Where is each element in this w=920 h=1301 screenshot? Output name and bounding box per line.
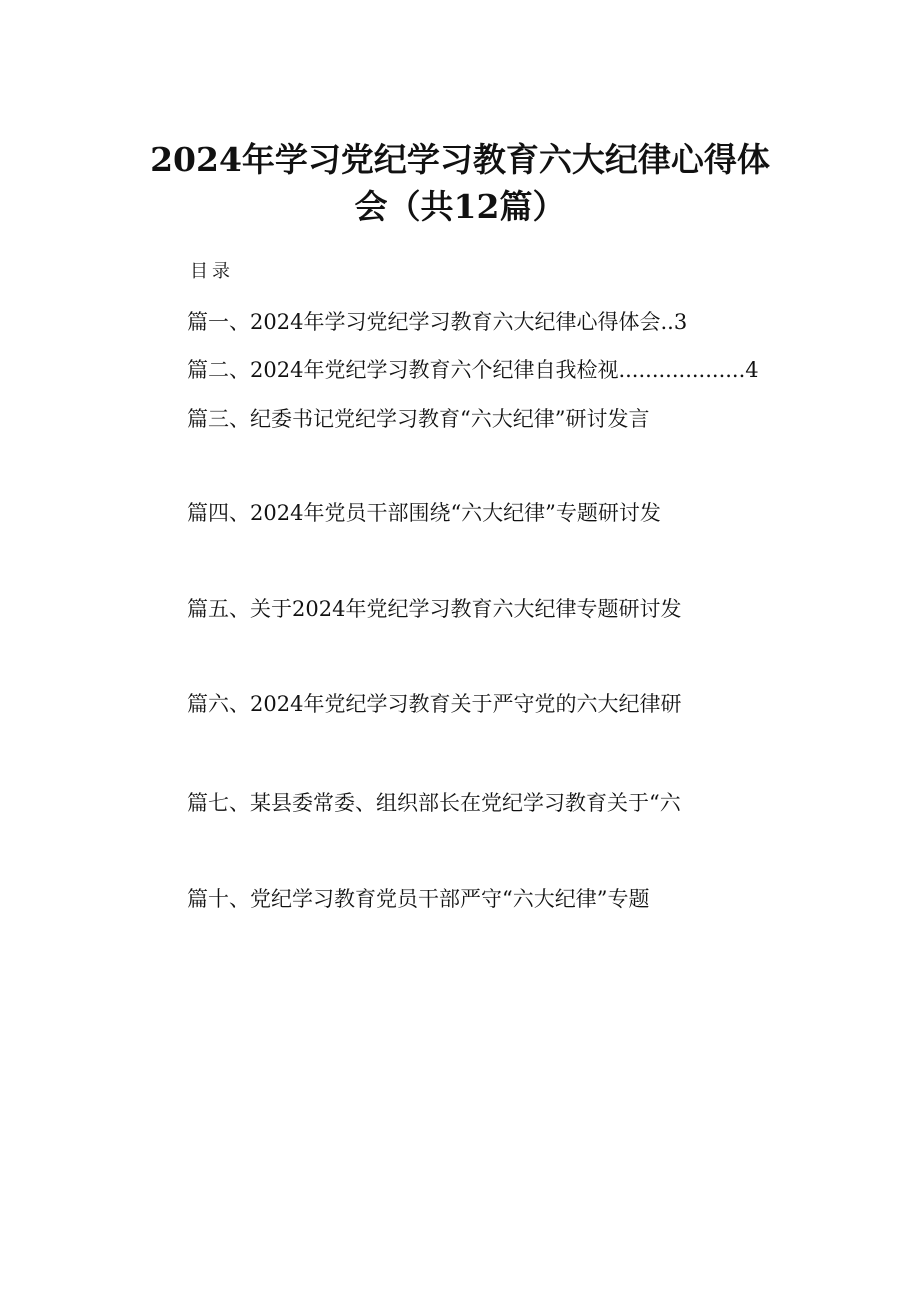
- toc-item-page: 3: [673, 310, 688, 334]
- toc-item-6[interactable]: [187, 688, 681, 718]
- toc-item-1[interactable]: [187, 306, 687, 336]
- document-title-line-2: 会（共12篇）: [354, 187, 566, 226]
- toc-item-label: 篇七、某县委常委、组织部长在党纪学习教育关于“六: [187, 791, 681, 815]
- toc-item-label: 篇三、纪委书记党纪学习教育“六大纪律”研讨发言: [187, 407, 650, 431]
- toc-item-leader: ...................: [618, 358, 746, 382]
- toc-heading: 目录: [190, 261, 234, 282]
- toc-item-4[interactable]: [187, 497, 661, 527]
- toc-item-2[interactable]: [187, 354, 759, 384]
- document-title-line-1: 2024年学习党纪学习教育六大纪律心得体: [150, 140, 770, 179]
- toc-item-label: 篇二、2024年党纪学习教育六个纪律自我检视: [187, 358, 619, 382]
- toc-item-7[interactable]: [187, 787, 681, 817]
- toc-item-5[interactable]: [187, 593, 681, 623]
- toc-item-label: 篇六、2024年党纪学习教育关于严守党的六大纪律研: [187, 692, 682, 716]
- toc-item-label: 篇四、2024年党员干部围绕“六大纪律”专题研讨发: [187, 501, 661, 525]
- toc-item-label: 篇五、关于2024年党纪学习教育六大纪律专题研讨发: [187, 597, 682, 621]
- toc-item-leader: ..: [660, 310, 674, 334]
- toc-item-page: 4: [745, 358, 759, 382]
- toc-item-label: 篇十、党纪学习教育党员干部严守“六大纪律”专题: [187, 887, 650, 911]
- toc-item-label: 篇一、2024年学习党纪学习教育六大纪律心得体会: [187, 310, 661, 334]
- toc-item-3[interactable]: [187, 403, 649, 433]
- toc-item-8[interactable]: [187, 883, 649, 913]
